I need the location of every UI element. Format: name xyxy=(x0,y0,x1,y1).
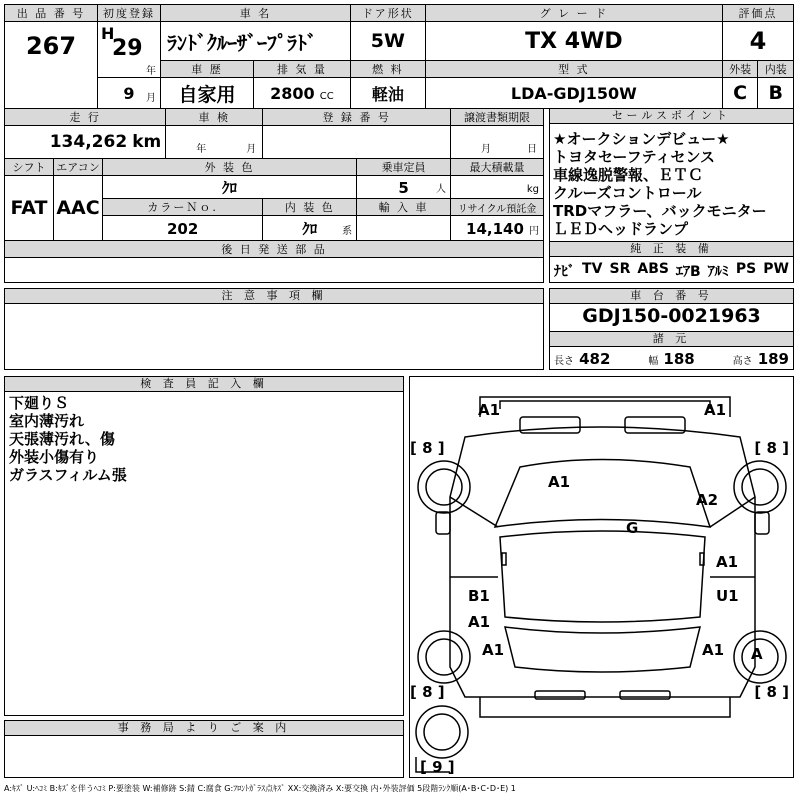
reg-no-cell xyxy=(263,126,451,159)
lot-no-label: 出 品 番 号 xyxy=(5,5,98,22)
spec-row xyxy=(554,349,789,368)
equip-pw: PW xyxy=(763,261,789,277)
reg-no-label: 登 録 番 号 xyxy=(263,109,451,126)
inspector-line-1: 下廻りＳ xyxy=(9,394,70,412)
door-label: ドア形状 xyxy=(350,5,425,22)
taillight-right xyxy=(620,691,670,699)
mirror-right xyxy=(755,512,769,534)
color-no: 202 xyxy=(166,219,199,238)
ext-color-label: 外 装 色 xyxy=(103,159,357,176)
tire-rl-depth: [ 8 ] xyxy=(410,683,445,701)
ext-cell xyxy=(722,78,758,109)
equipment-label: 純 正 装 備 xyxy=(550,242,793,257)
sales-point-3: 車線逸脱警報、ＥＴＣ xyxy=(553,166,704,184)
fuel: 軽油 xyxy=(371,84,404,104)
grade-label: グ レ ー ド xyxy=(425,5,722,22)
car-diagram xyxy=(410,377,793,777)
mark-front-left: A1 xyxy=(478,401,501,419)
roof xyxy=(500,531,705,622)
max-load-cell xyxy=(451,176,544,199)
displacement: 2800 xyxy=(270,83,315,103)
max-load-label: 最大積載量 xyxy=(451,159,544,176)
mark-door-fr: A1 xyxy=(716,553,739,571)
notes-label: 注 意 事 項 欄 xyxy=(5,289,543,304)
shift-label: シフト xyxy=(5,159,54,176)
chassis-box xyxy=(549,288,794,370)
equipment-list xyxy=(554,261,789,281)
model: LDA-GDJ150W xyxy=(510,83,637,103)
insp-month-unit: 月 xyxy=(246,144,257,155)
car-name: ﾗﾝﾄﾞｸﾙｰｻﾞｰﾌﾟﾗﾄﾞ xyxy=(167,30,317,55)
door-cell xyxy=(350,22,425,61)
width-label: 幅 xyxy=(648,356,659,367)
mark-rear-left: A1 xyxy=(482,641,505,659)
int-color-label: 内 装 色 xyxy=(263,199,357,216)
capacity-unit: 人 xyxy=(436,184,446,195)
width: 188 xyxy=(663,350,695,368)
mark-front-right: A1 xyxy=(704,401,727,419)
mark-door-rl-b: B1 xyxy=(468,587,490,605)
spec-label: 諸 元 xyxy=(550,331,793,347)
equip-ps: PS xyxy=(735,261,757,277)
mark-door-rl-a: A1 xyxy=(468,613,491,631)
tire-spare-depth: [ 9 ] xyxy=(420,758,455,776)
displacement-cell xyxy=(254,78,351,109)
taillight-left xyxy=(535,691,585,699)
mileage-label: 走 行 xyxy=(5,109,166,126)
import-cell xyxy=(357,216,451,241)
grade-cell xyxy=(425,22,722,61)
office-box xyxy=(4,720,404,778)
color-no-cell xyxy=(103,216,263,241)
notes-box xyxy=(4,288,544,370)
capacity: 5 xyxy=(398,178,409,197)
windshield xyxy=(495,460,710,528)
recycle: 14,140 xyxy=(466,219,524,238)
month-unit: 月 xyxy=(146,93,156,104)
lot-no: 267 xyxy=(25,32,77,60)
recycle-label: リサイクル預託金 xyxy=(451,199,544,216)
equip-alloy: ｱﾙﾐ xyxy=(707,264,729,280)
ac-label: エアコン xyxy=(54,159,103,176)
equip-sr: SR xyxy=(609,261,631,277)
tire-rr-depth: [ 8 ] xyxy=(754,683,789,701)
capacity-cell xyxy=(357,176,451,199)
ac: AAC xyxy=(56,197,100,219)
inspector-line-4: 外装小傷有り xyxy=(9,448,100,466)
wheel-fl-inner xyxy=(426,469,462,505)
inspector-list xyxy=(9,394,127,484)
equip-tv: TV xyxy=(582,261,603,277)
insp-year-unit: 年 xyxy=(196,144,207,155)
car-name-label: 車 名 xyxy=(161,5,351,22)
height: 189 xyxy=(757,350,789,368)
int-color-unit: 系 xyxy=(342,226,353,237)
year-unit: 年 xyxy=(146,66,156,77)
history-label: 車 歴 xyxy=(161,61,254,78)
int-color-cell xyxy=(263,216,357,241)
lot-no-cell xyxy=(5,22,98,109)
legend: A:ｷｽﾞ U:ﾍｺﾐ B:ｷｽﾞを伴うﾍｺﾐ P:要塗装 W:補修跡 S:錆 C:腐食 G:ﾌﾛﾝﾄｶﾞﾗｽ点ｷｽﾞ XX:交換済み X:要交換 内･外装評価 5段階ﾗﾝｸ順(A･B･C･D･E) 1 xyxy=(4,784,516,793)
ext-label: 外装 xyxy=(722,61,758,78)
reg-month-cell xyxy=(98,78,161,109)
inspector-line-3: 天張薄汚れ、傷 xyxy=(9,430,115,448)
rear-glass xyxy=(505,627,700,672)
score-cell xyxy=(722,22,793,61)
transfer-month-unit: 月 xyxy=(481,144,491,155)
equip-nav: ﾅﾋﾞ xyxy=(554,264,575,280)
fuel-label: 燃 料 xyxy=(350,61,425,78)
headlight-left xyxy=(520,417,580,433)
inspector-line-5: ガラスフィルム張 xyxy=(9,466,127,484)
inspector-line-2: 室内薄汚れ xyxy=(9,412,85,430)
mark-hood: A1 xyxy=(548,473,571,491)
mirror-left xyxy=(436,512,450,534)
era: H xyxy=(101,24,115,43)
transfer-day-unit: 日 xyxy=(527,144,537,155)
max-load-unit: kg xyxy=(526,184,539,195)
mark-fender-fr: A2 xyxy=(696,491,719,509)
chassis-label: 車 台 番 号 xyxy=(550,289,793,304)
front-bumper-inner xyxy=(500,401,710,409)
history: 自家用 xyxy=(178,83,236,106)
history-cell xyxy=(161,78,254,109)
handle-fr xyxy=(700,553,704,565)
equip-airbag: ｴｱB xyxy=(676,264,701,280)
sales-point-5: TRDマフラー、バックモニター xyxy=(553,202,767,220)
int-grade: B xyxy=(768,82,783,104)
header-table xyxy=(4,4,794,109)
int-label: 内装 xyxy=(758,61,794,78)
fuel-cell xyxy=(350,78,425,109)
later-parts-label: 後 日 発 送 部 品 xyxy=(5,241,544,258)
first-reg-cell xyxy=(98,22,161,78)
mileage-cell xyxy=(5,126,166,159)
sales-point-2: トヨタセーフティセンス xyxy=(553,148,716,166)
inspection-cell xyxy=(166,126,263,159)
model-label: 型 式 xyxy=(425,61,722,78)
ac-cell xyxy=(54,176,103,241)
equipment-box xyxy=(549,241,794,283)
vehicle-info-table xyxy=(4,108,544,283)
sales-point-6: ＬＥＤヘッドランプ xyxy=(553,220,689,238)
office-label: 事 務 局 よ り ご 案 内 xyxy=(5,721,403,736)
reg-month: 9 xyxy=(123,83,135,103)
first-reg-label: 初度登録 xyxy=(98,5,161,22)
mark-wheel-rr: A xyxy=(751,645,763,663)
mileage: 134,262 xyxy=(49,132,128,152)
grade: TX 4WD xyxy=(525,28,623,54)
height-label: 高さ xyxy=(732,356,753,367)
sales-points-list xyxy=(553,130,767,238)
color-no-label: カラーＮｏ. xyxy=(103,199,263,216)
pillar-left xyxy=(450,497,498,527)
handle-fl xyxy=(502,553,506,565)
import-label: 輸 入 車 xyxy=(357,199,451,216)
sales-points-label: セールスポイント xyxy=(550,109,793,124)
int-cell xyxy=(758,78,794,109)
recycle-cell xyxy=(451,216,544,241)
car-diagram-box xyxy=(409,376,794,778)
door: 5W xyxy=(370,30,405,52)
mileage-unit: km xyxy=(132,132,162,152)
inspector-box xyxy=(4,376,404,716)
equip-abs: ABS xyxy=(637,261,669,277)
car-name-cell xyxy=(161,22,351,61)
rear-bumper-outline xyxy=(480,697,730,717)
tire-fr-depth: [ 8 ] xyxy=(754,439,789,457)
ext-grade: C xyxy=(733,82,748,104)
transfer-cell xyxy=(451,126,544,159)
recycle-unit: 円 xyxy=(529,225,539,237)
inspector-label: 検 査 員 記 入 欄 xyxy=(5,377,403,392)
wheel-fr-inner xyxy=(742,469,778,505)
later-parts-cell xyxy=(5,258,544,283)
front-bumper-outline xyxy=(480,397,730,417)
ext-color-cell xyxy=(103,176,357,199)
mark-roof: G xyxy=(626,519,639,537)
shift: FAT xyxy=(10,197,48,219)
length-label: 長さ xyxy=(554,356,574,367)
sales-point-1: ★オークションデビュー★ xyxy=(553,130,730,148)
reg-year: 29 xyxy=(112,36,143,61)
model-cell xyxy=(425,78,722,109)
tire-fl-depth: [ 8 ] xyxy=(410,439,445,457)
displacement-label: 排 気 量 xyxy=(254,61,351,78)
wheel-rl-inner xyxy=(426,639,462,675)
inspection-label: 車 検 xyxy=(166,109,263,126)
capacity-label: 乗車定員 xyxy=(357,159,451,176)
ext-color: ｸﾛ xyxy=(222,178,238,197)
mark-door-rr: U1 xyxy=(716,587,739,605)
transfer-label: 譲渡書類期限 xyxy=(451,109,544,126)
score: 4 xyxy=(749,27,767,55)
mark-rear-right: A1 xyxy=(702,641,725,659)
spare-tire-inner xyxy=(424,714,460,750)
chassis-number: GDJ150-0021963 xyxy=(582,305,761,327)
length: 482 xyxy=(579,350,611,368)
score-label: 評価点 xyxy=(722,5,793,22)
shift-cell xyxy=(5,176,54,241)
sales-points-box xyxy=(549,108,794,242)
sales-point-4: クルーズコントロール xyxy=(553,184,702,202)
int-color: ｸﾛ xyxy=(302,219,318,238)
displacement-unit: CC xyxy=(319,90,334,102)
